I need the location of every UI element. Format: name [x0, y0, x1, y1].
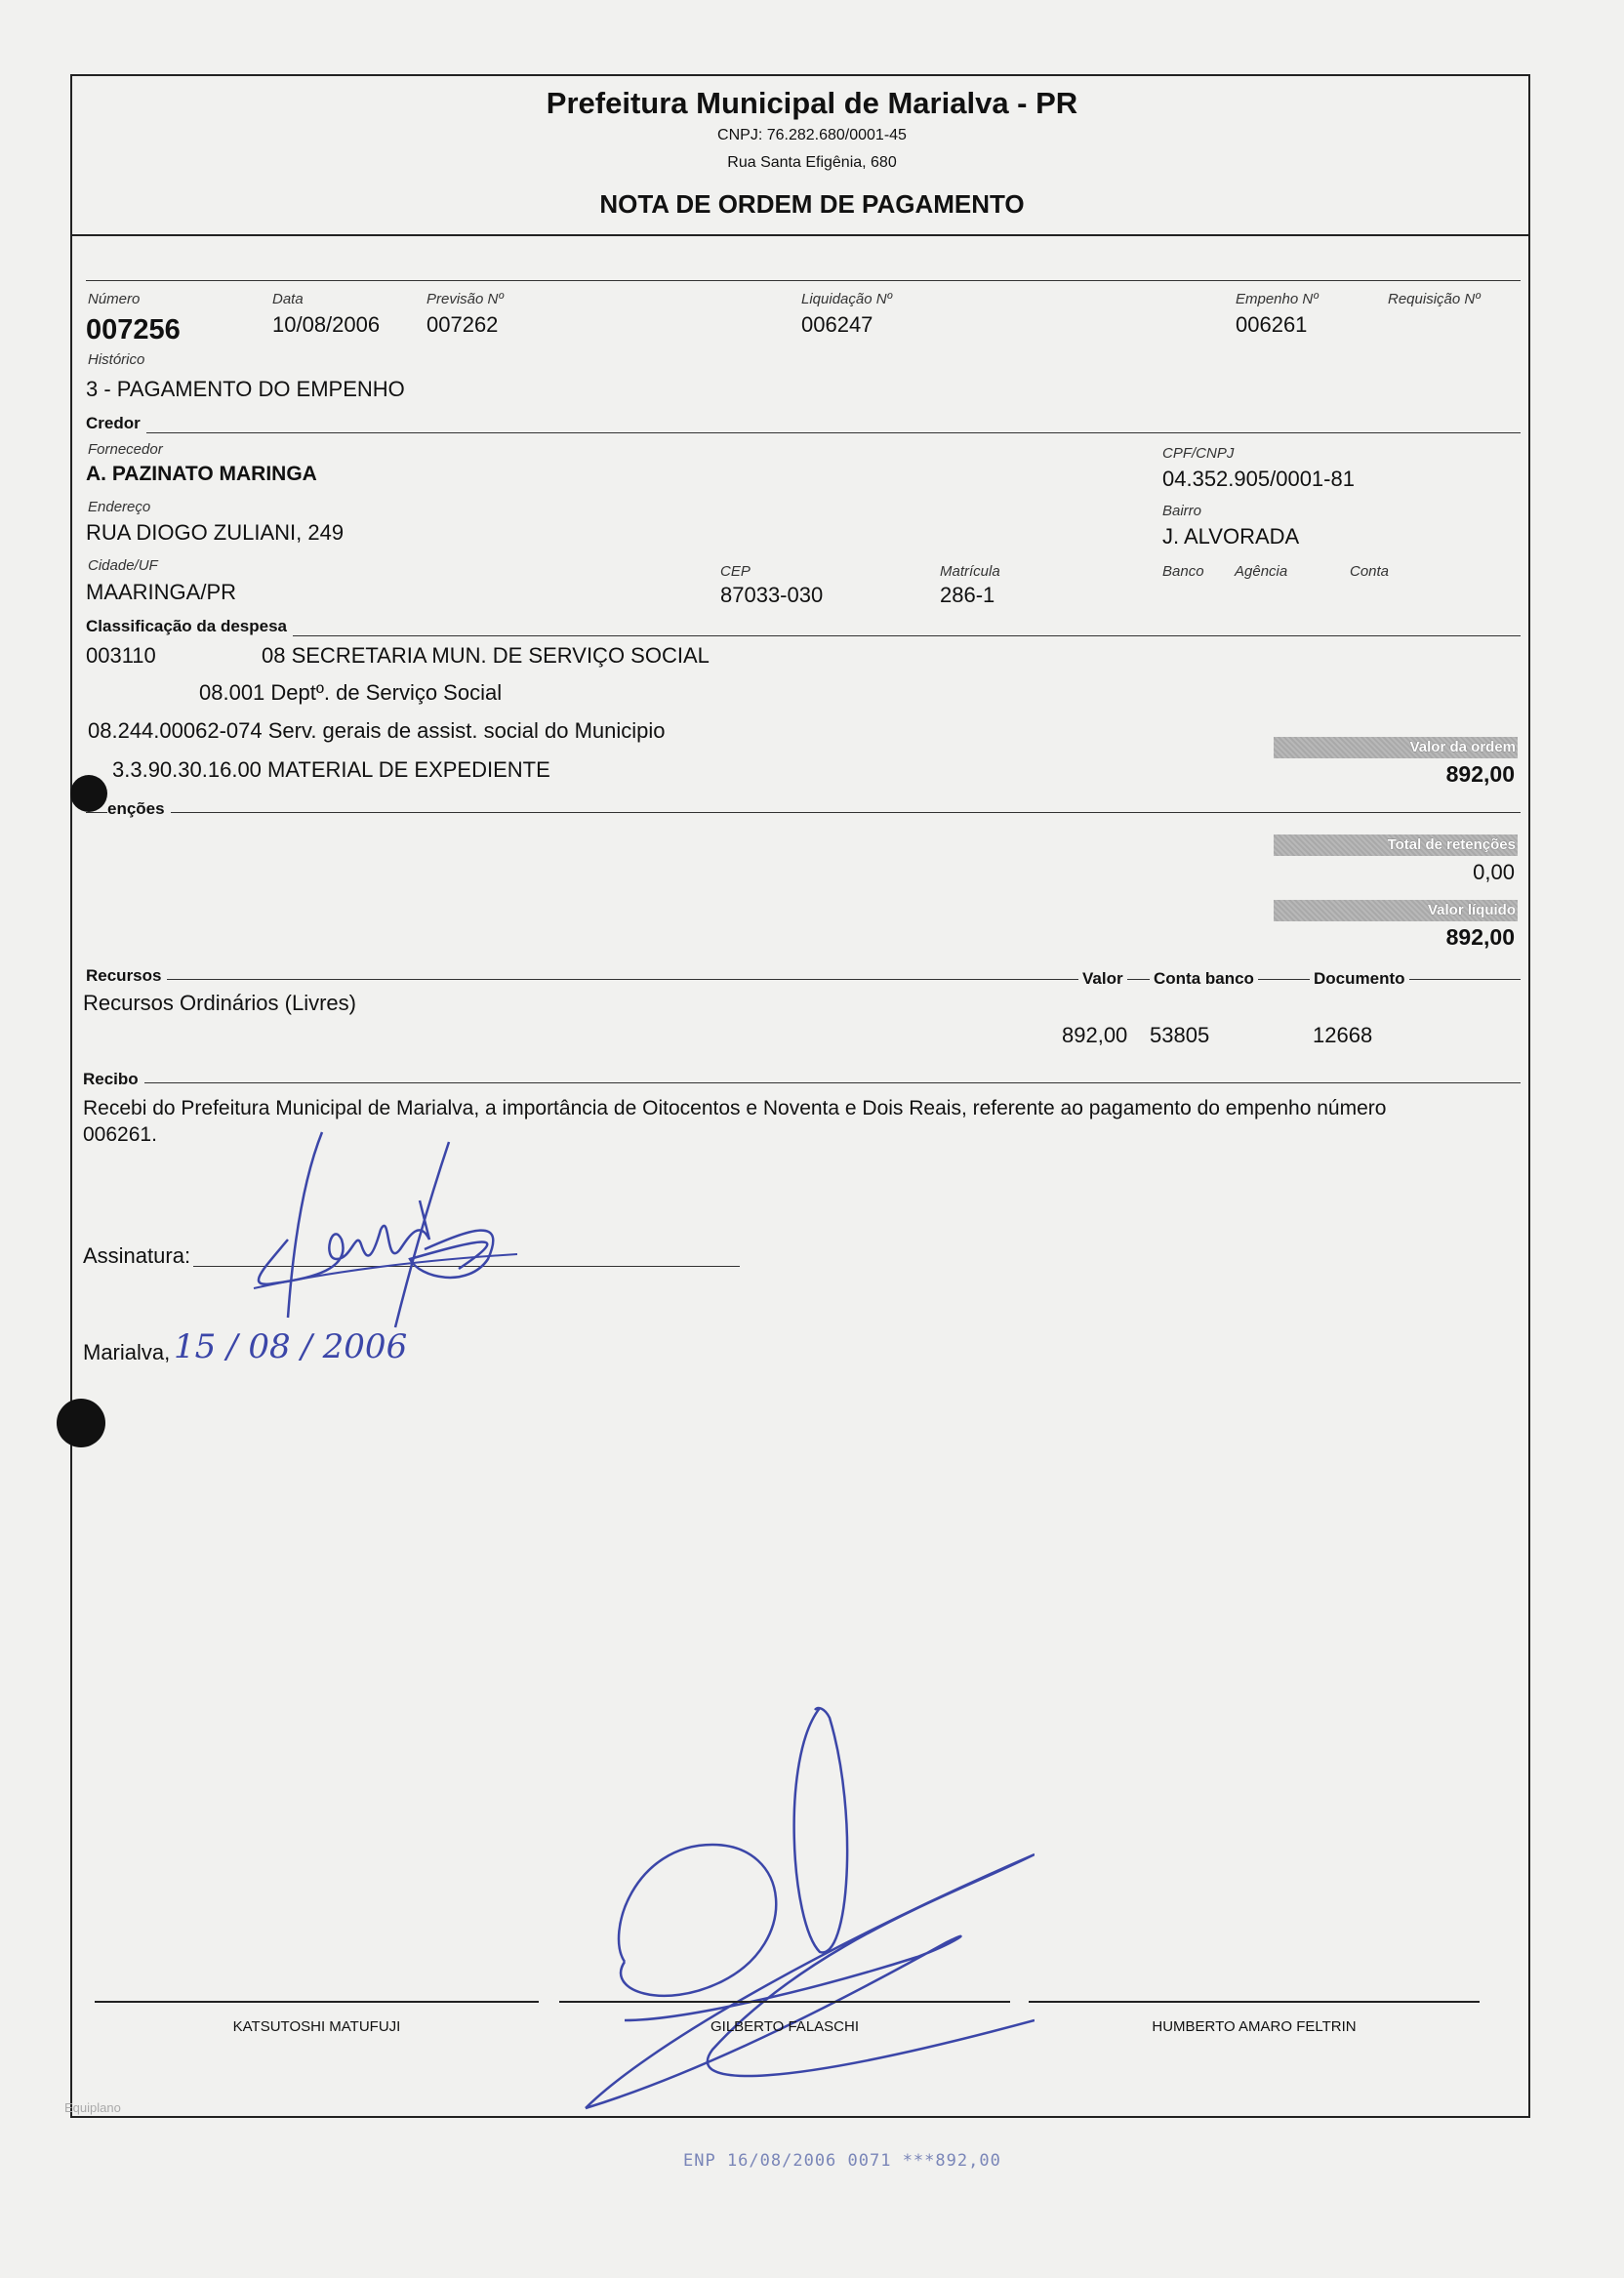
valor-ordem-label: Valor da ordem	[1409, 739, 1516, 755]
matricula-value: 286-1	[940, 583, 995, 607]
recursos-conta-header: Conta banco	[1150, 969, 1258, 989]
punch-hole-2	[57, 1399, 105, 1447]
requisicao-label: Requisição Nº	[1388, 291, 1481, 307]
cpf-value: 04.352.905/0001-81	[1162, 467, 1355, 491]
valor-liquido-label: Valor líquido	[1427, 902, 1516, 918]
recursos-section: Recursos	[86, 966, 167, 986]
matricula-label: Matrícula	[940, 563, 1000, 580]
empenho-value: 006261	[1236, 312, 1308, 337]
local-label: Marialva,	[83, 1340, 171, 1364]
cidade-label: Cidade/UF	[88, 557, 158, 574]
liquidacao-label: Liquidação Nº	[801, 291, 893, 307]
empenho-label: Empenho Nº	[1236, 291, 1319, 307]
recursos-valor-header: Valor	[1078, 969, 1127, 989]
page-title: Prefeitura Municipal de Marialva - PR	[546, 86, 1078, 120]
header-divider	[70, 234, 1530, 236]
recibo-rule	[86, 1082, 1521, 1083]
recibo-text-line-2: 006261.	[83, 1123, 157, 1146]
total-retencoes-value: 0,00	[1473, 860, 1515, 884]
valor-ordem-value: 892,00	[1445, 761, 1515, 787]
valor-liquido-value: 892,00	[1445, 924, 1515, 950]
recursos-valor: 892,00	[1062, 1023, 1128, 1047]
recibo-signature	[224, 1122, 537, 1347]
recursos-documento-header: Documento	[1310, 969, 1409, 989]
header-address: Rua Santa Efigênia, 680	[727, 154, 897, 171]
fornecedor-label: Fornecedor	[88, 441, 163, 458]
recibo-text-line-1: Recebi do Prefeitura Municipal de Marialva, a importância de Oitocentos e Noventa e Dois Reais, referente ao pagamento do empenho número	[83, 1097, 1387, 1119]
header-cnpj: CNPJ: 76.282.680/0001-45	[717, 127, 907, 143]
large-signature	[566, 1698, 1035, 2128]
signatory-name-2: GILBERTO FALASCHI	[710, 2018, 859, 2035]
classificacao-unidade: 08.001 Deptº. de Serviço Social	[199, 680, 503, 705]
previsao-label: Previsão Nº	[426, 291, 504, 307]
endereco-value: RUA DIOGO ZULIANI, 249	[86, 520, 345, 545]
cpf-label: CPF/CNPJ	[1162, 445, 1235, 462]
retencoes-rule	[86, 812, 1521, 813]
assinatura-label: Assinatura:	[83, 1243, 191, 1268]
classificacao-rule	[86, 635, 1521, 636]
classificacao-orgao: 08 SECRETARIA MUN. DE SERVIÇO SOCIAL	[262, 643, 710, 668]
credor-rule	[86, 432, 1521, 433]
historico-label: Histórico	[88, 351, 145, 368]
signatory-line-1	[95, 2001, 539, 2003]
data-value: 10/08/2006	[272, 312, 381, 337]
recursos-conta: 53805	[1150, 1023, 1210, 1047]
recursos-rule	[86, 979, 1521, 980]
punch-hole-1	[70, 775, 107, 812]
handwritten-date: 15 / 08 / 2006	[174, 1327, 408, 1366]
endereco-label: Endereço	[88, 499, 151, 515]
recibo-section: Recibo	[83, 1070, 144, 1089]
total-retencoes-label: Total de retenções	[1387, 836, 1516, 853]
cep-value: 87033-030	[720, 583, 824, 607]
signatory-name-3: HUMBERTO AMARO FELTRIN	[1152, 2018, 1357, 2035]
bank-stamp: ENP 16/08/2006 0071 ***892,00	[683, 2151, 1001, 2171]
numero-label: Número	[88, 291, 141, 307]
previsao-value: 007262	[426, 312, 499, 337]
classificacao-funcional: 08.244.00062-074 Serv. gerais de assist. social do Municipio	[88, 718, 666, 743]
recursos-descricao: Recursos Ordinários (Livres)	[83, 991, 356, 1015]
conta-label: Conta	[1350, 563, 1390, 580]
banco-label: Banco	[1162, 563, 1204, 580]
software-brand: Equiplano	[64, 2100, 121, 2115]
historico-value: 3 - PAGAMENTO DO EMPENHO	[86, 377, 405, 401]
cep-label: CEP	[720, 563, 751, 580]
signatory-line-2	[559, 2001, 1010, 2003]
cidade-value: MAARINGA/PR	[86, 580, 237, 604]
signatory-name-1: KATSUTOSHI MATUFUJI	[232, 2018, 401, 2035]
retencoes-section: enções	[107, 799, 171, 819]
bairro-value: J. ALVORADA	[1162, 524, 1300, 549]
bairro-label: Bairro	[1162, 503, 1202, 519]
liquidacao-value: 006247	[801, 312, 873, 337]
numero-value: 007256	[86, 314, 181, 346]
classificacao-code: 003110	[86, 643, 156, 668]
data-label: Data	[272, 291, 304, 307]
document-title: NOTA DE ORDEM DE PAGAMENTO	[599, 189, 1025, 219]
agencia-label: Agência	[1235, 563, 1288, 580]
fornecedor-value: A. PAZINATO MARINGA	[86, 463, 317, 485]
header-subdivider	[86, 280, 1521, 281]
classificacao-section: Classificação da despesa	[86, 617, 293, 636]
credor-section: Credor	[86, 414, 146, 433]
classificacao-elemento: 3.3.90.30.16.00 MATERIAL DE EXPEDIENTE	[112, 757, 550, 782]
recursos-documento: 12668	[1313, 1023, 1373, 1047]
signatory-line-3	[1029, 2001, 1480, 2003]
